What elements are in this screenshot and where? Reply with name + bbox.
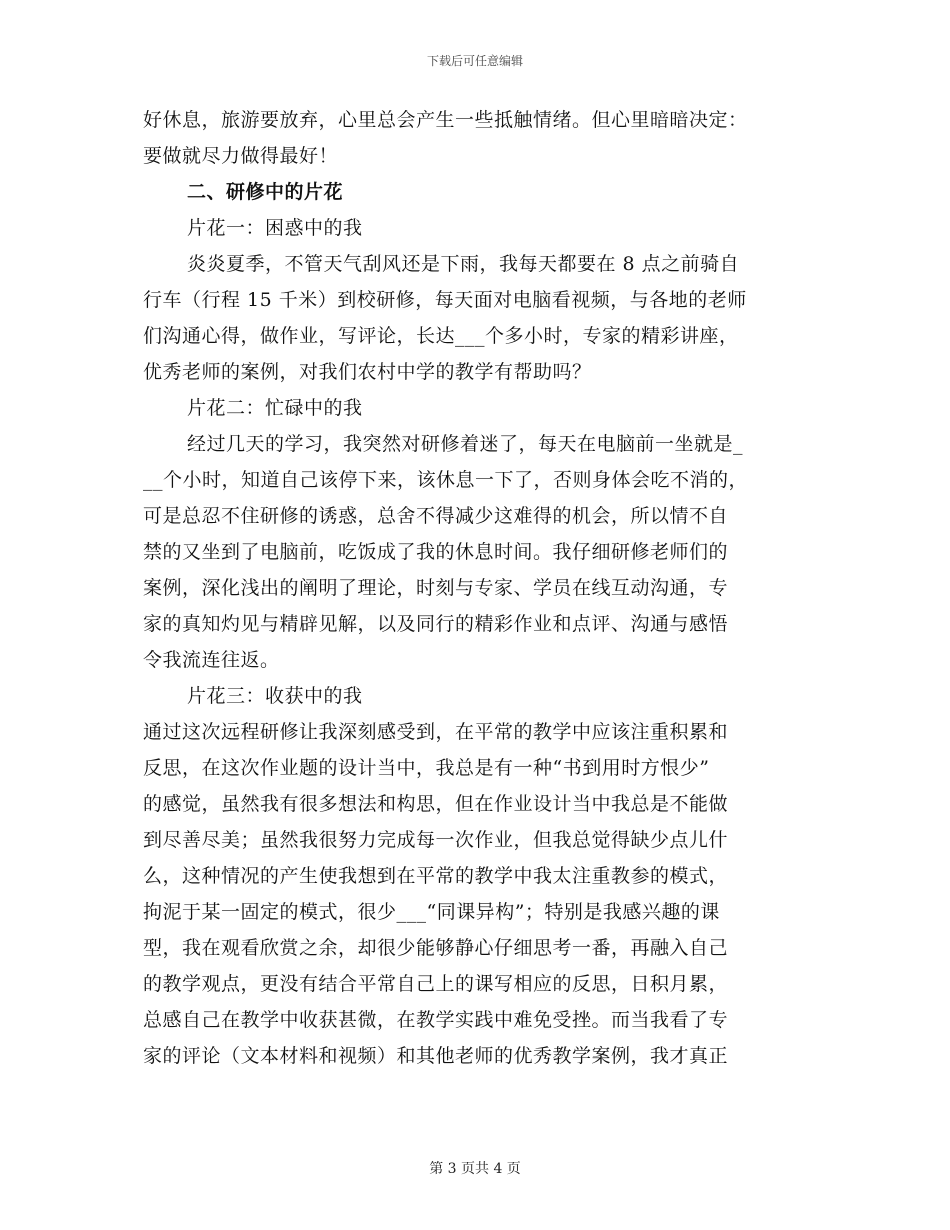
page-footer: 第 3 页共 4 页 [429,1161,521,1177]
text-line: 经过几天的学习，我突然对研修着迷了，每天在电脑前一坐就是_ [187,433,744,455]
section-heading: 二、研修中的片花 [187,181,344,203]
text-line: 可是总忍不住研修的诱惑，总舍不得减少这难得的机会，所以情不自 [143,505,729,527]
text-line: 家的真知灼见与精辟见解，以及同行的精彩作业和点评、沟通与感悟 [143,613,729,635]
subsection-heading: 片花二：忙碌中的我 [187,397,363,419]
text-line: 拘泥于某一固定的模式，很少___“同课异构”；特别是我感兴趣的课 [143,901,720,923]
text-line: 好休息，旅游要放弃，心里总会产生一些抵触情绪。但心里暗暗决定： [143,109,748,131]
text-line: 要做就尽力做得最好！ [143,145,339,167]
text-line: 的教学观点，更没有结合平常自己上的课写相应的反思，日积月累， [143,973,729,995]
text-line: 总感自己在教学中收获甚微，在教学实践中难免受挫。而当我看了专 [143,1009,729,1031]
text-line: 到尽善尽美；虽然我很努力完成每一次作业，但我总觉得缺少点儿什 [143,829,729,851]
text-line: 优秀老师的案例，对我们农村中学的教学有帮助吗？ [143,361,592,383]
subsection-heading: 片花三：收获中的我 [187,685,363,707]
document-body [143,102,808,1074]
text-line: 家的评论（文本材料和视频）和其他老师的优秀教学案例，我才真正 [143,1045,729,1067]
text-line: 案例，深化浅出的阐明了理论，时刻与专家、学员在线互动沟通，专 [143,577,729,599]
text-line: 令我流连往返。 [143,649,280,671]
text-line: 反思，在这次作业题的设计当中，我总是有一种“书到用时方恨少” [143,757,710,779]
text-line: 行车（行程 15 千米）到校研修，每天面对电脑看视频，与各地的老师 [143,289,747,311]
page-header: 下载后可任意编辑 [426,54,523,68]
text-line: 的感觉，虽然我有很多想法和构思，但在作业设计当中我总是不能做 [143,793,729,815]
text-line: 禁的又坐到了电脑前，吃饭成了我的休息时间。我仔细研修老师们的 [143,541,729,563]
text-line: 型，我在观看欣赏之余，却很少能够静心仔细思考一番，再融入自己 [143,937,729,959]
subsection-heading: 片花一：困惑中的我 [187,217,363,239]
text-line: 么，这种情况的产生使我想到在平常的教学中我太注重教参的模式， [143,865,729,887]
text-line: __个小时，知道自己该停下来，该休息一下了，否则身体会吃不消的， [143,469,749,491]
text-line: 通过这次远程研修让我深刻感受到，在平常的教学中应该注重积累和 [143,721,729,743]
text-line: 炎炎夏季，不管天气刮风还是下雨，我每天都要在 8 点之前骑自 [187,253,740,275]
text-line: 们沟通心得，做作业，写评论，长达___个多小时，专家的精彩讲座， [143,325,739,347]
